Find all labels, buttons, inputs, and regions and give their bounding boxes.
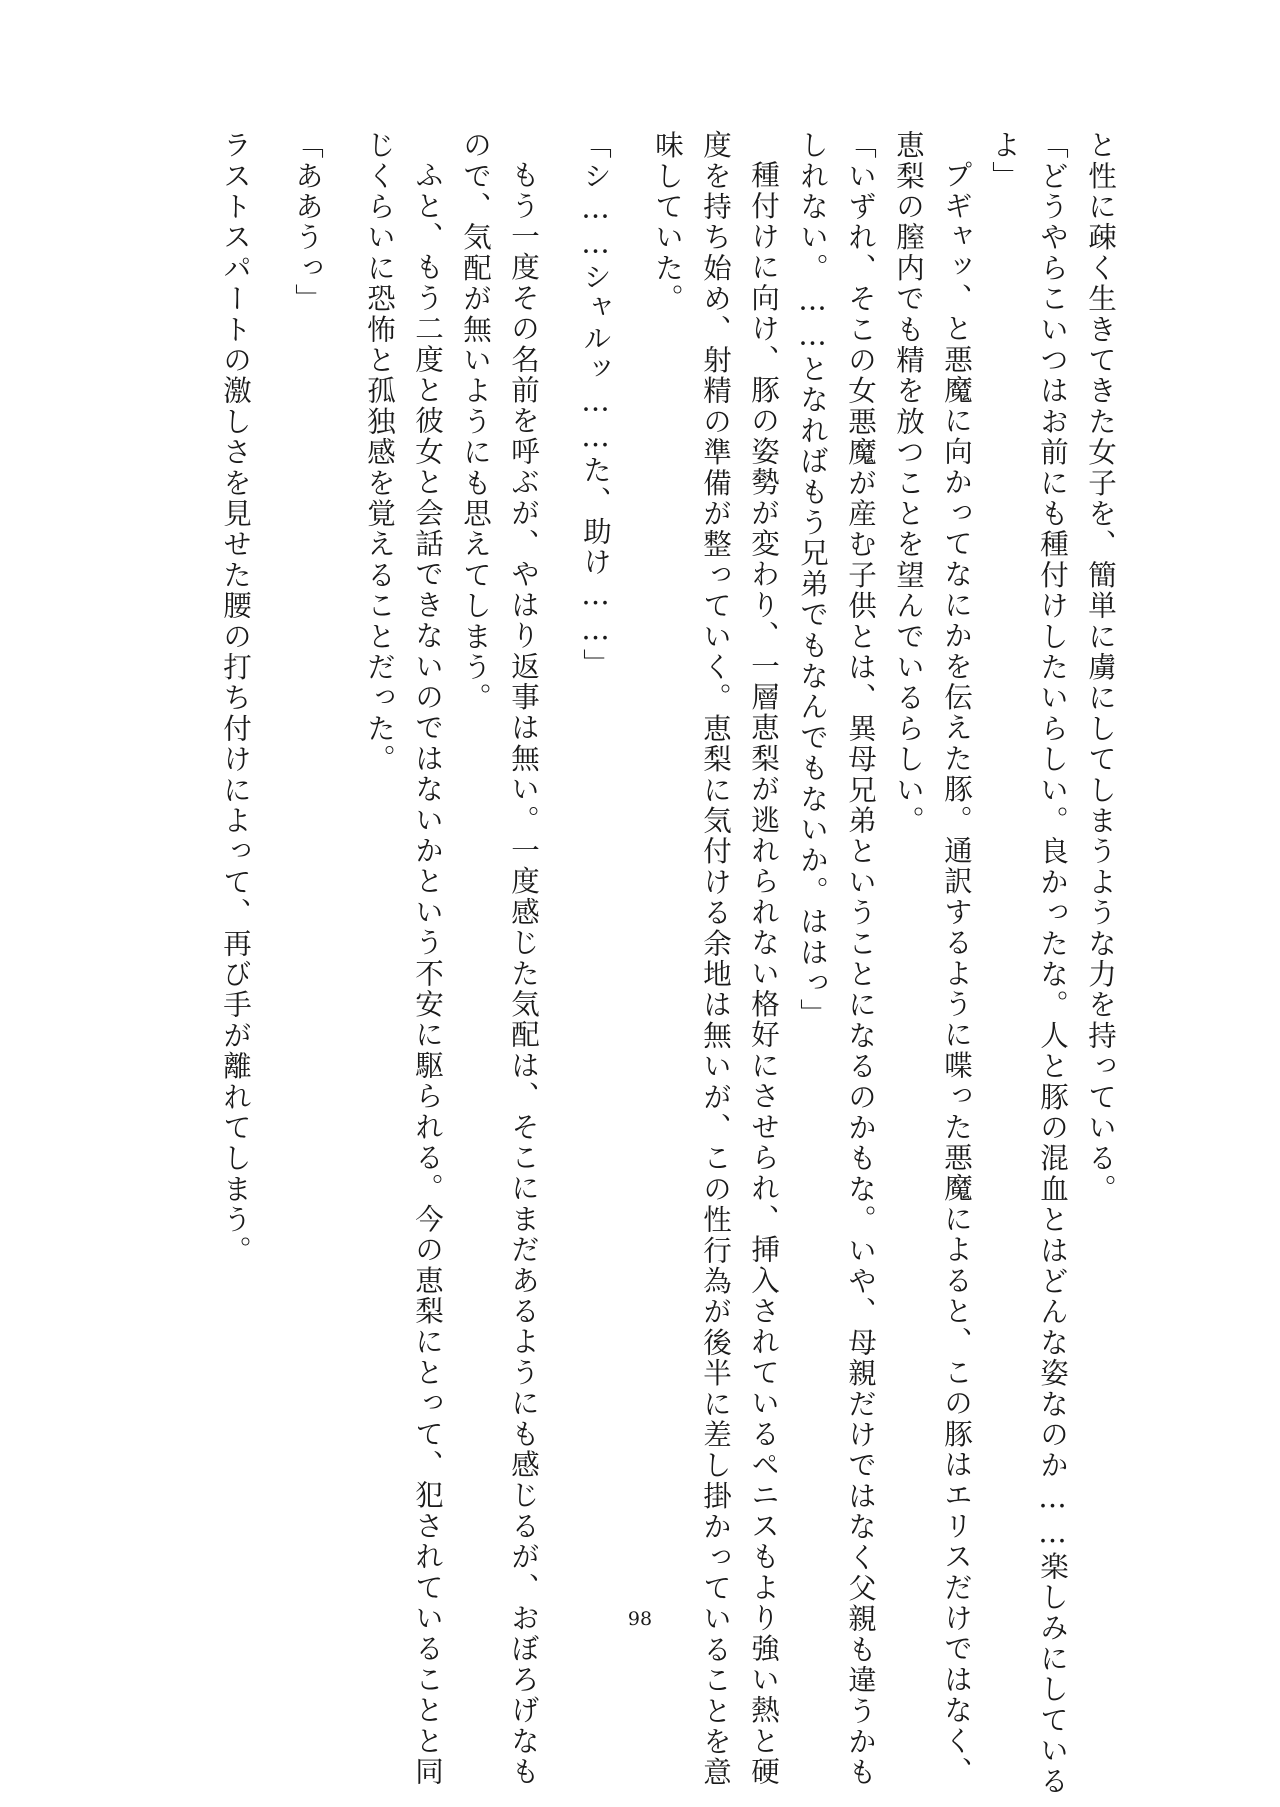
text-line: 種付けに向け、豚の姿勢が変わり、一層恵梨が逃れられない格好にさせられ、挿入されているペニスもより強い熱と硬 (747, 160, 780, 1788)
page-number: 98 (627, 1608, 653, 1630)
text-line: 「ああうっ」 (291, 130, 324, 315)
text-line: よ」 (988, 130, 1021, 192)
text-line: じくらいに恐怖と孤独感を覚えることだった。 (363, 130, 396, 775)
text-line: と性に疎く生きてきた女子を、簡単に虜にしてしまうような力を持っている。 (1084, 130, 1117, 1205)
text-line: ラストスパートの激しさを見せた腰の打ち付けによって、再び手が離れてしまう。 (219, 130, 252, 1266)
text-line: 「どうやらこいつはお前にも種付けしたいらしい。良かったな。人と豚の混血とはどんな姿なのか……楽しみにしている (1036, 130, 1069, 1797)
text-line: しれない。……となればもう兄弟でもなんでもないか。ははっ」 (796, 130, 829, 1030)
text-line: 恵梨の膣内でも精を放つことを望んでいるらしい。 (892, 130, 925, 837)
text-line: 「シ……シャルッ……た、助け……」 (579, 130, 612, 679)
text-line: 「いずれ、そこの女悪魔が産む子供とは、異母兄弟ということになるのかもな。いや、母親だけではなく父親も違うかも (844, 130, 877, 1788)
text-line: ので、気配が無いようにも思えてしまう。 (459, 130, 492, 714)
text-line: 度を持ち始め、射精の準備が整っていく。恵梨に気付ける余地は無いが、この性行為が後半に差し掛かっていることを意 (699, 130, 732, 1788)
text-line: プギャッ、と悪魔に向かってなにかを伝えた豚。通訳するように喋った悪魔によると、この豚はエリスだけではなく、 (940, 160, 973, 1788)
text-line: 味していた。 (651, 130, 684, 315)
text-line: ふと、もう二度と彼女と会話できないのではないかという不安に駆られる。今の恵梨にとって、犯されていることと同 (411, 160, 444, 1788)
text-line: もう一度その名前を呼ぶが、やはり返事は無い。一度感じた気配は、そこにまだあるようにも感じるが、おぼろげなも (507, 160, 540, 1788)
